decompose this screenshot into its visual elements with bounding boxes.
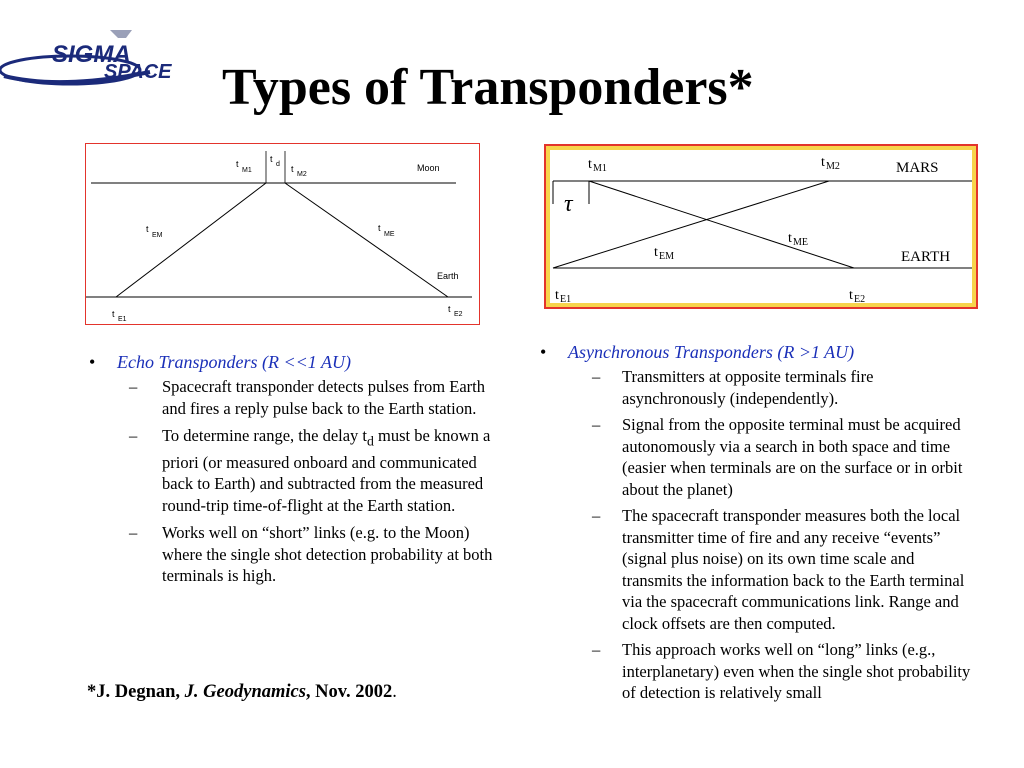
label-te1: t bbox=[112, 309, 115, 319]
mars-to-earth-path bbox=[589, 181, 854, 268]
label-tm2-sub: M2 bbox=[826, 161, 840, 172]
label-tm2-sub: M2 bbox=[297, 171, 307, 178]
bullet-dot: • bbox=[89, 352, 96, 372]
echo-point-1: Spacecraft transponder detects pulses from Earth and fires a reply pulse back to the Earth station. bbox=[162, 377, 485, 418]
echo-heading bbox=[85, 350, 495, 374]
async-point-3: The spacecraft transponder measures both the local transmitter time of fire and any receive “events” (signal plus noise) on its own time scale and transmits the information back to the Earth terminal via the spacecraft communications link. Range and clock offsets are then computed. bbox=[622, 506, 965, 633]
async-point-1: Transmitters at opposite terminals fire asynchronously (independently). bbox=[622, 367, 874, 408]
label-tme: t bbox=[788, 231, 792, 246]
label-tme: t bbox=[378, 223, 381, 233]
label-te2-sub: E2 bbox=[454, 311, 463, 318]
label-tem-sub: EM bbox=[659, 251, 674, 262]
echo-transponder-diagram bbox=[85, 143, 480, 325]
label-tem: t bbox=[146, 224, 149, 234]
list-item bbox=[85, 376, 495, 419]
dash: – bbox=[592, 415, 601, 434]
label-te1: t bbox=[555, 288, 559, 303]
reference-journal: J. Geodynamics bbox=[184, 682, 306, 702]
asynchronous-transponder-diagram bbox=[544, 144, 978, 309]
dash: – bbox=[129, 523, 138, 543]
label-te1-sub: E1 bbox=[560, 294, 572, 305]
label-tm1-sub: M1 bbox=[242, 167, 252, 174]
dash: – bbox=[592, 367, 601, 386]
label-tme-sub: ME bbox=[384, 231, 395, 238]
echo-point-2-pre: To determine range, the delay t bbox=[162, 426, 368, 445]
echo-point-2-post: must be known a priori (or measured onboard and communicated back to Earth) and subtracted from the measured round-trip time-of-flight at the Earth station. bbox=[162, 426, 491, 515]
echo-point-3: Works well on “short” links (e.g. to the Moon) where the single shot detection probability at both terminals is high. bbox=[162, 523, 493, 586]
label-tem-sub: EM bbox=[152, 232, 163, 239]
earth-to-mars-path bbox=[553, 181, 829, 268]
dash: – bbox=[592, 640, 601, 659]
label-tm1-sub: M1 bbox=[593, 163, 607, 174]
dash: – bbox=[592, 506, 601, 525]
reference-footnote bbox=[87, 682, 397, 703]
label-td-sub: d bbox=[276, 161, 280, 168]
list-item bbox=[85, 522, 495, 587]
label-tm1: t bbox=[588, 157, 592, 172]
sigma-space-logo bbox=[0, 28, 210, 96]
downlink-path bbox=[285, 183, 448, 297]
async-points-list bbox=[536, 366, 976, 704]
label-te2: t bbox=[849, 288, 853, 303]
reference-author: *J. Degnan, bbox=[87, 682, 185, 702]
label-moon: Moon bbox=[417, 163, 440, 173]
label-te2-sub: E2 bbox=[854, 294, 866, 305]
uplink-path bbox=[116, 183, 266, 297]
logo-line1: SIGMA bbox=[52, 41, 131, 68]
label-te2: t bbox=[448, 304, 451, 314]
async-heading-text: Asynchronous Transponders (R >1 AU) bbox=[568, 342, 855, 362]
logo-line2: SPACE bbox=[104, 61, 172, 83]
label-earth: EARTH bbox=[901, 249, 951, 265]
label-tau: τ bbox=[564, 191, 573, 217]
async-heading bbox=[536, 340, 976, 364]
label-earth: Earth bbox=[437, 271, 459, 281]
dash: – bbox=[129, 426, 138, 445]
list-item bbox=[85, 425, 495, 516]
label-mars: MARS bbox=[896, 160, 939, 176]
async-point-4: This approach works well on “long” links (e.g., interplanetary) even when the single shot probability of detection is relatively small bbox=[622, 640, 971, 702]
bullet-dot: • bbox=[540, 342, 547, 362]
async-point-2: Signal from the opposite terminal must be acquired autonomously via a search in both space and time (easier when terminals are on the surface or in orbit about the planet) bbox=[622, 415, 963, 499]
label-td: t bbox=[270, 154, 273, 164]
label-tm1: t bbox=[236, 159, 239, 169]
echo-transponders-section bbox=[85, 350, 495, 593]
asynchronous-transponders-section bbox=[536, 340, 976, 709]
label-tem: t bbox=[654, 245, 658, 260]
list-item bbox=[536, 414, 976, 500]
dash: – bbox=[129, 377, 138, 396]
echo-point-2-sub: d bbox=[367, 433, 374, 449]
slide-title: Types of Transponders* bbox=[222, 59, 754, 116]
list-item bbox=[536, 366, 976, 409]
echo-heading-text: Echo Transponders (R <<1 AU) bbox=[117, 352, 351, 372]
label-tm2: t bbox=[821, 155, 825, 170]
list-item bbox=[536, 505, 976, 634]
label-tm2: t bbox=[291, 164, 294, 174]
label-tme-sub: ME bbox=[793, 237, 808, 248]
list-item bbox=[536, 639, 976, 704]
label-te1-sub: E1 bbox=[118, 316, 127, 323]
echo-points-list bbox=[85, 376, 495, 587]
reference-end: . bbox=[392, 682, 397, 702]
reference-date: , Nov. 2002 bbox=[305, 682, 393, 702]
